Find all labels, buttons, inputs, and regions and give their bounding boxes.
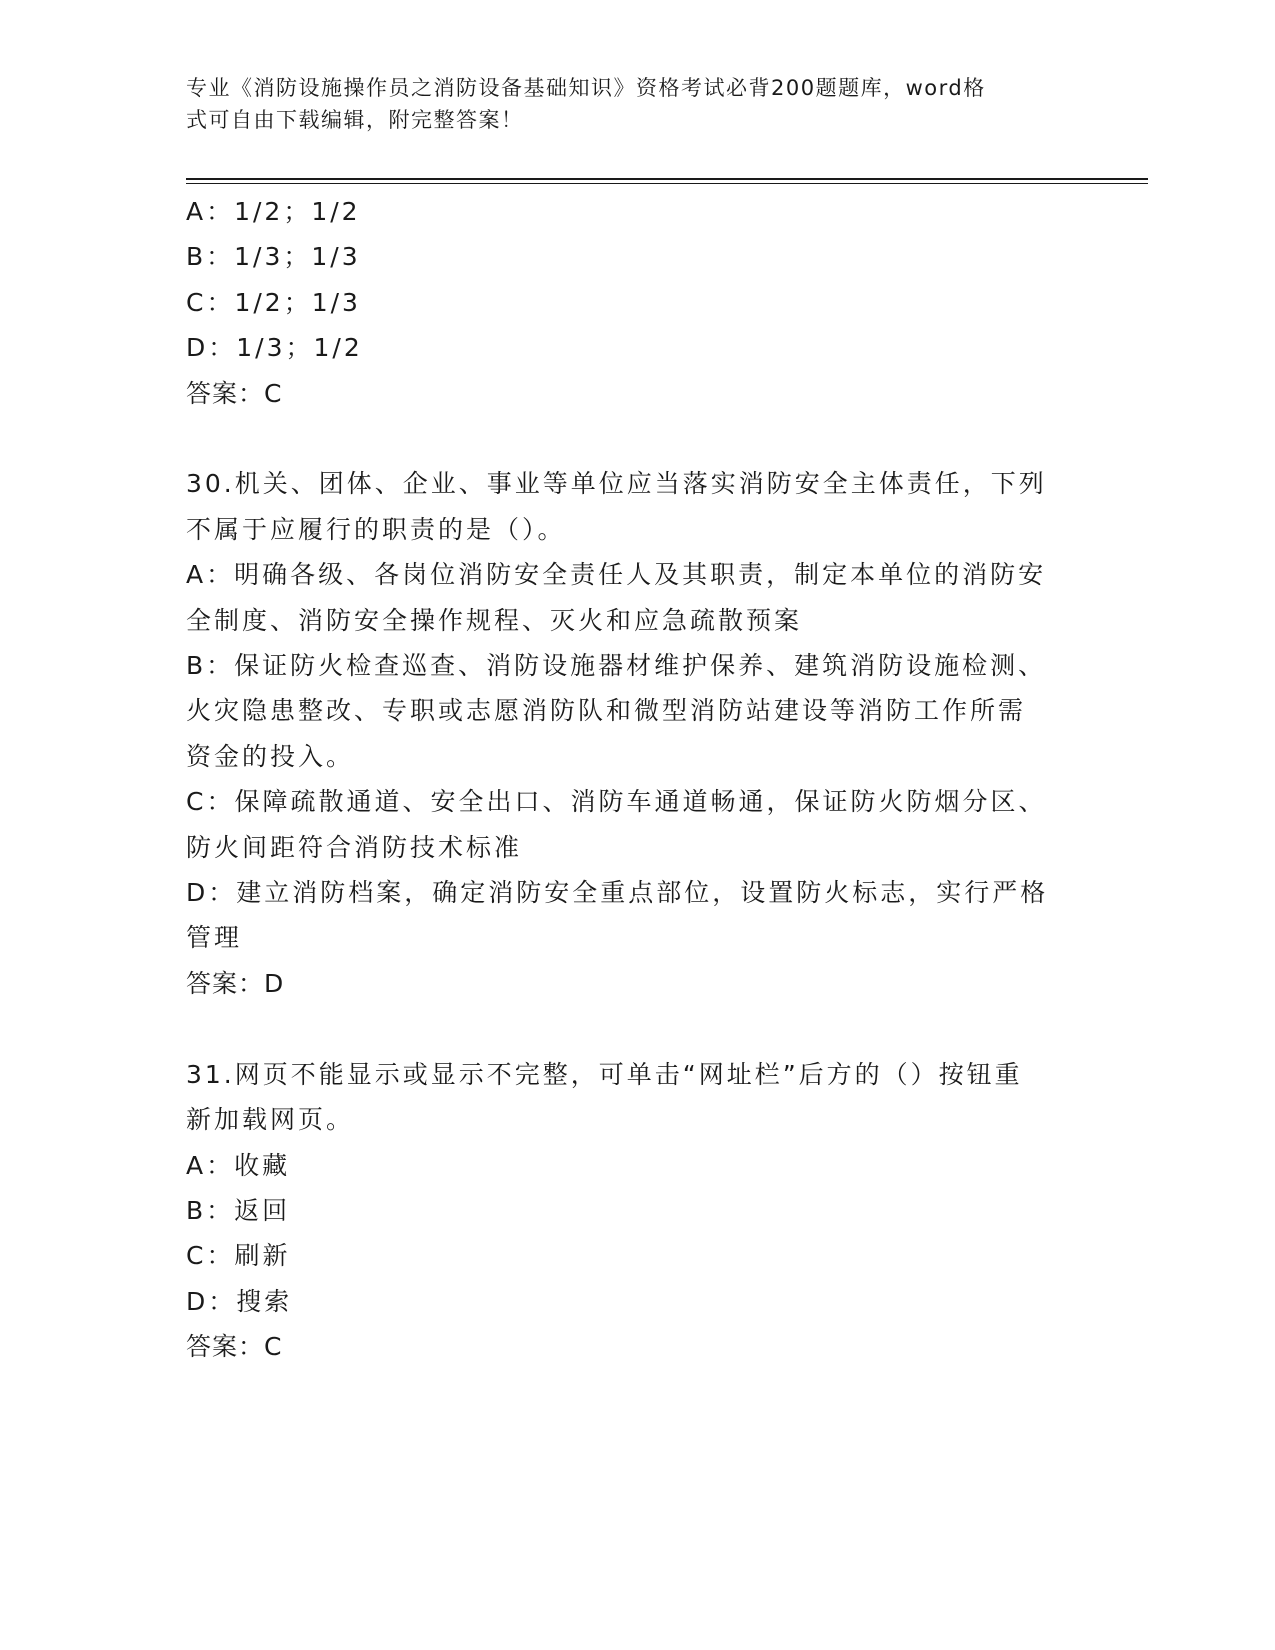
option-d: D：搜索 — [186, 1286, 293, 1316]
option-b-line-1: B：保证防火检查巡查、消防设施器材维护保养、建筑消防设施检测、 — [186, 651, 1047, 681]
answer-30: 答案：D — [186, 968, 285, 998]
question-30-stem-line-1: 30.机关、团体、企业、事业等单位应当落实消防安全主体责任，下列 — [186, 469, 1047, 499]
option-d-line-2: 管理 — [186, 923, 243, 953]
question-30-stem-line-2: 不属于应履行的职责的是（）。 — [186, 514, 566, 544]
option-c: C：1/2；1/3 — [186, 287, 361, 317]
answer-31: 答案：C — [186, 1332, 283, 1362]
option-a-line-2: 全制度、消防安全操作规程、灭火和应急疏散预案 — [186, 605, 803, 635]
option-d-line-1: D：建立消防档案，确定消防安全重点部位，设置防火标志，实行严格 — [186, 878, 1049, 908]
header-divider-thick — [186, 178, 1148, 180]
header-divider-thin — [186, 183, 1148, 184]
option-b: B：1/3；1/3 — [186, 242, 361, 272]
option-c-line-2: 防火间距符合消防技术标准 — [186, 832, 523, 862]
option-b-line-3: 资金的投入。 — [186, 741, 355, 771]
option-a-line-1: A：明确各级、各岗位消防安全责任人及其职责，制定本单位的消防安 — [186, 560, 1047, 590]
header-line-1: 专业《消防设施操作员之消防设备基础知识》资格考试必背200题题库，word格 — [186, 76, 986, 100]
answer-29: 答案：C — [186, 378, 283, 408]
document-header — [186, 72, 1066, 136]
option-c-line-1: C：保障疏散通道、安全出口、消防车通道畅通，保证防火防烟分区、 — [186, 787, 1047, 817]
option-a: A：收藏 — [186, 1150, 291, 1180]
question-31-stem-line-2: 新加载网页。 — [186, 1105, 355, 1135]
question-31-stem-line-1: 31.网页不能显示或显示不完整，可单击“网址栏”后方的（）按钮重 — [186, 1059, 1023, 1089]
spacer — [186, 416, 1086, 461]
question-list — [186, 189, 1086, 1370]
option-d: D：1/3；1/2 — [186, 333, 363, 363]
header-line-2: 式可自由下载编辑，附完整答案！ — [186, 108, 524, 132]
option-a: A：1/2；1/2 — [186, 197, 361, 226]
question-29-options — [186, 189, 1086, 416]
option-b: B：返回 — [186, 1195, 291, 1225]
option-b-line-2: 火灾隐患整改、专职或志愿消防队和微型消防站建设等消防工作所需 — [186, 696, 1027, 726]
option-c: C：刷新 — [186, 1241, 291, 1271]
question-30 — [186, 461, 1086, 1006]
question-31 — [186, 1052, 1086, 1370]
spacer — [186, 1006, 1086, 1051]
